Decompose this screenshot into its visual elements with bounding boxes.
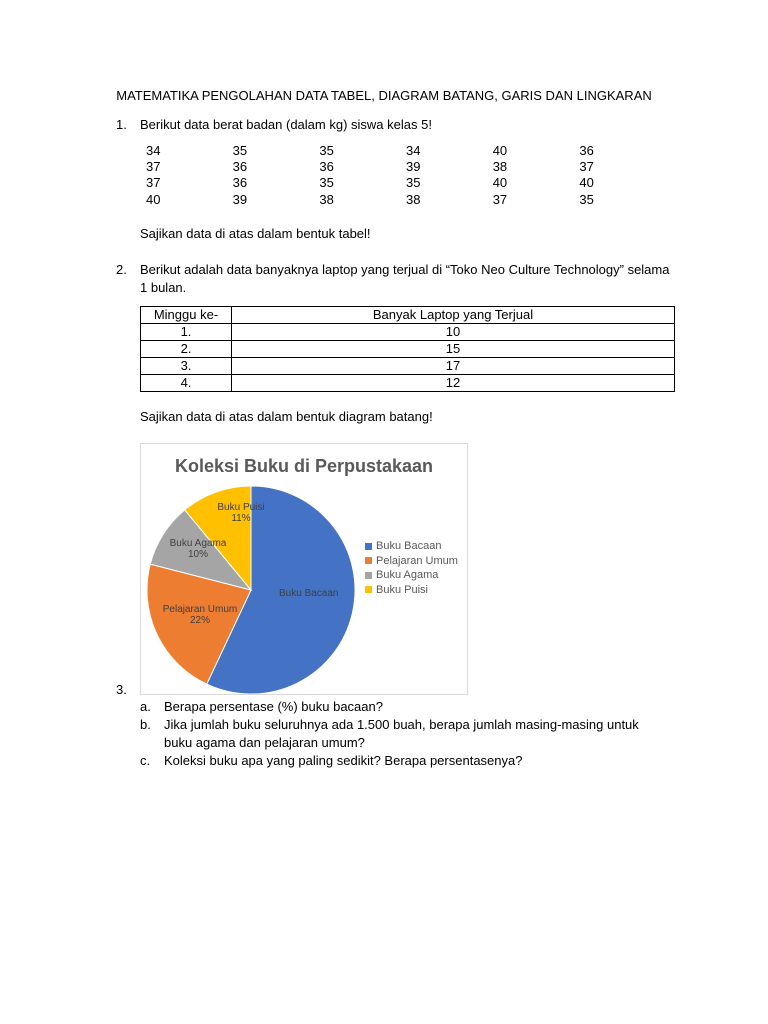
page-title: MATEMATIKA PENGOLAHAN DATA TABEL, DIAGRAM BATANG, GARIS DAN LINGKARAN [116, 88, 652, 103]
weight-cell: 40 [579, 175, 594, 191]
q1-text: Berikut data berat badan (dalam kg) siswa kelas 5! [140, 117, 432, 132]
weight-cell: 37 [146, 159, 161, 175]
weight-cell: 37 [146, 175, 161, 191]
weight-cell: 35 [579, 191, 594, 207]
weight-cell: 40 [492, 143, 508, 158]
laptop-sales-table [140, 306, 675, 392]
table-cell-week: 4. [141, 375, 232, 392]
weight-row [146, 143, 666, 159]
subquestion-b [140, 716, 680, 752]
weight-cell: 35 [319, 175, 334, 191]
legend-label: Buku Bacaan [376, 540, 442, 553]
data-label-buku-puisi-text: Buku Puisi 11% [217, 502, 265, 524]
weight-cell: 35 [232, 143, 248, 158]
chart-legend [365, 539, 458, 597]
weight-cell: 35 [319, 143, 334, 158]
legend-item [365, 539, 458, 554]
q2-number: 2. [116, 262, 127, 277]
table-cell-sold: 15 [232, 341, 675, 358]
data-label-buku-agama-text: Buku Agama 10% [169, 538, 227, 560]
legend-label: Buku Agama [376, 569, 439, 582]
table-row [141, 324, 675, 341]
data-label-buku-bacaan: Buku Bacaan [279, 588, 339, 599]
data-label-pelajaran-umum [159, 604, 241, 626]
weight-row [146, 192, 666, 208]
table-cell-week: 2. [141, 341, 232, 358]
weight-cell: 35 [406, 175, 421, 191]
subquestion-text: Koleksi buku apa yang paling sedikit? Berapa persentasenya? [164, 753, 523, 768]
legend-label: Pelajaran Umum [376, 554, 458, 567]
weight-cell: 36 [232, 159, 248, 175]
table-cell-sold: 10 [232, 324, 675, 341]
q1-number: 1. [116, 117, 127, 132]
q2-text-line1: Berikut adalah data banyaknya laptop yang terjual di “Toko Neo Culture Technology” selama [140, 262, 670, 277]
subquestion-c [140, 752, 680, 770]
table-header-sold: Banyak Laptop yang Terjual [232, 307, 675, 324]
weight-data-grid [146, 143, 666, 208]
weight-cell: 37 [579, 159, 594, 175]
subquestion-label: b. [140, 717, 151, 732]
table-cell-week: 3. [141, 358, 232, 375]
table-cell-sold: 17 [232, 358, 675, 375]
weight-cell: 36 [319, 159, 334, 175]
q3-number: 3. [116, 682, 127, 697]
table-row [141, 358, 675, 375]
weight-cell: 36 [232, 175, 248, 191]
weight-cell: 36 [579, 143, 594, 158]
weight-cell: 40 [146, 191, 161, 207]
legend-item [365, 583, 458, 598]
data-label-buku-puisi [215, 502, 267, 524]
table-header-row [141, 307, 675, 324]
table-cell-week: 1. [141, 324, 232, 341]
table-cell-sold: 12 [232, 375, 675, 392]
legend-swatch [365, 572, 372, 579]
table-row [141, 375, 675, 392]
weight-cell: 38 [492, 159, 508, 175]
weight-row [146, 175, 666, 191]
weight-cell: 38 [406, 191, 421, 207]
chart-title: Koleksi Buku di Perpustakaan [174, 456, 434, 476]
legend-swatch [365, 586, 372, 593]
q1-instruction: Sajikan data di atas dalam bentuk tabel! [140, 226, 371, 241]
weight-cell: 40 [492, 175, 508, 191]
legend-label: Buku Puisi [376, 583, 428, 596]
pie-chart [140, 443, 468, 695]
q3-subquestions [140, 698, 680, 770]
data-label-buku-agama [165, 538, 231, 560]
weight-cell: 39 [406, 159, 421, 175]
data-label-pelajaran-umum-text: Pelajaran Umum 22% [162, 604, 238, 626]
weight-cell: 39 [232, 191, 248, 207]
subquestion-a [140, 698, 680, 716]
table-header-week: Minggu ke- [141, 307, 232, 324]
weight-cell: 37 [492, 191, 508, 207]
subquestion-label: c. [140, 753, 151, 768]
subquestion-label: a. [140, 699, 151, 714]
weight-cell: 34 [146, 143, 161, 158]
legend-item [365, 554, 458, 569]
subquestion-text: Jika jumlah buku seluruhnya ada 1.500 buah, berapa jumlah masing-masing untuk buku agama dan pelajaran umum? [164, 717, 639, 750]
weight-cell: 38 [319, 191, 334, 207]
subquestion-text: Berapa persentase (%) buku bacaan? [164, 699, 383, 714]
weight-cell: 34 [406, 143, 421, 158]
legend-swatch [365, 557, 372, 564]
legend-swatch [365, 543, 372, 550]
q2-text-line2: 1 bulan. [140, 280, 187, 295]
weight-row [146, 159, 666, 175]
q2-instruction: Sajikan data di atas dalam bentuk diagram batang! [140, 409, 433, 424]
table-row [141, 341, 675, 358]
legend-item [365, 568, 458, 583]
